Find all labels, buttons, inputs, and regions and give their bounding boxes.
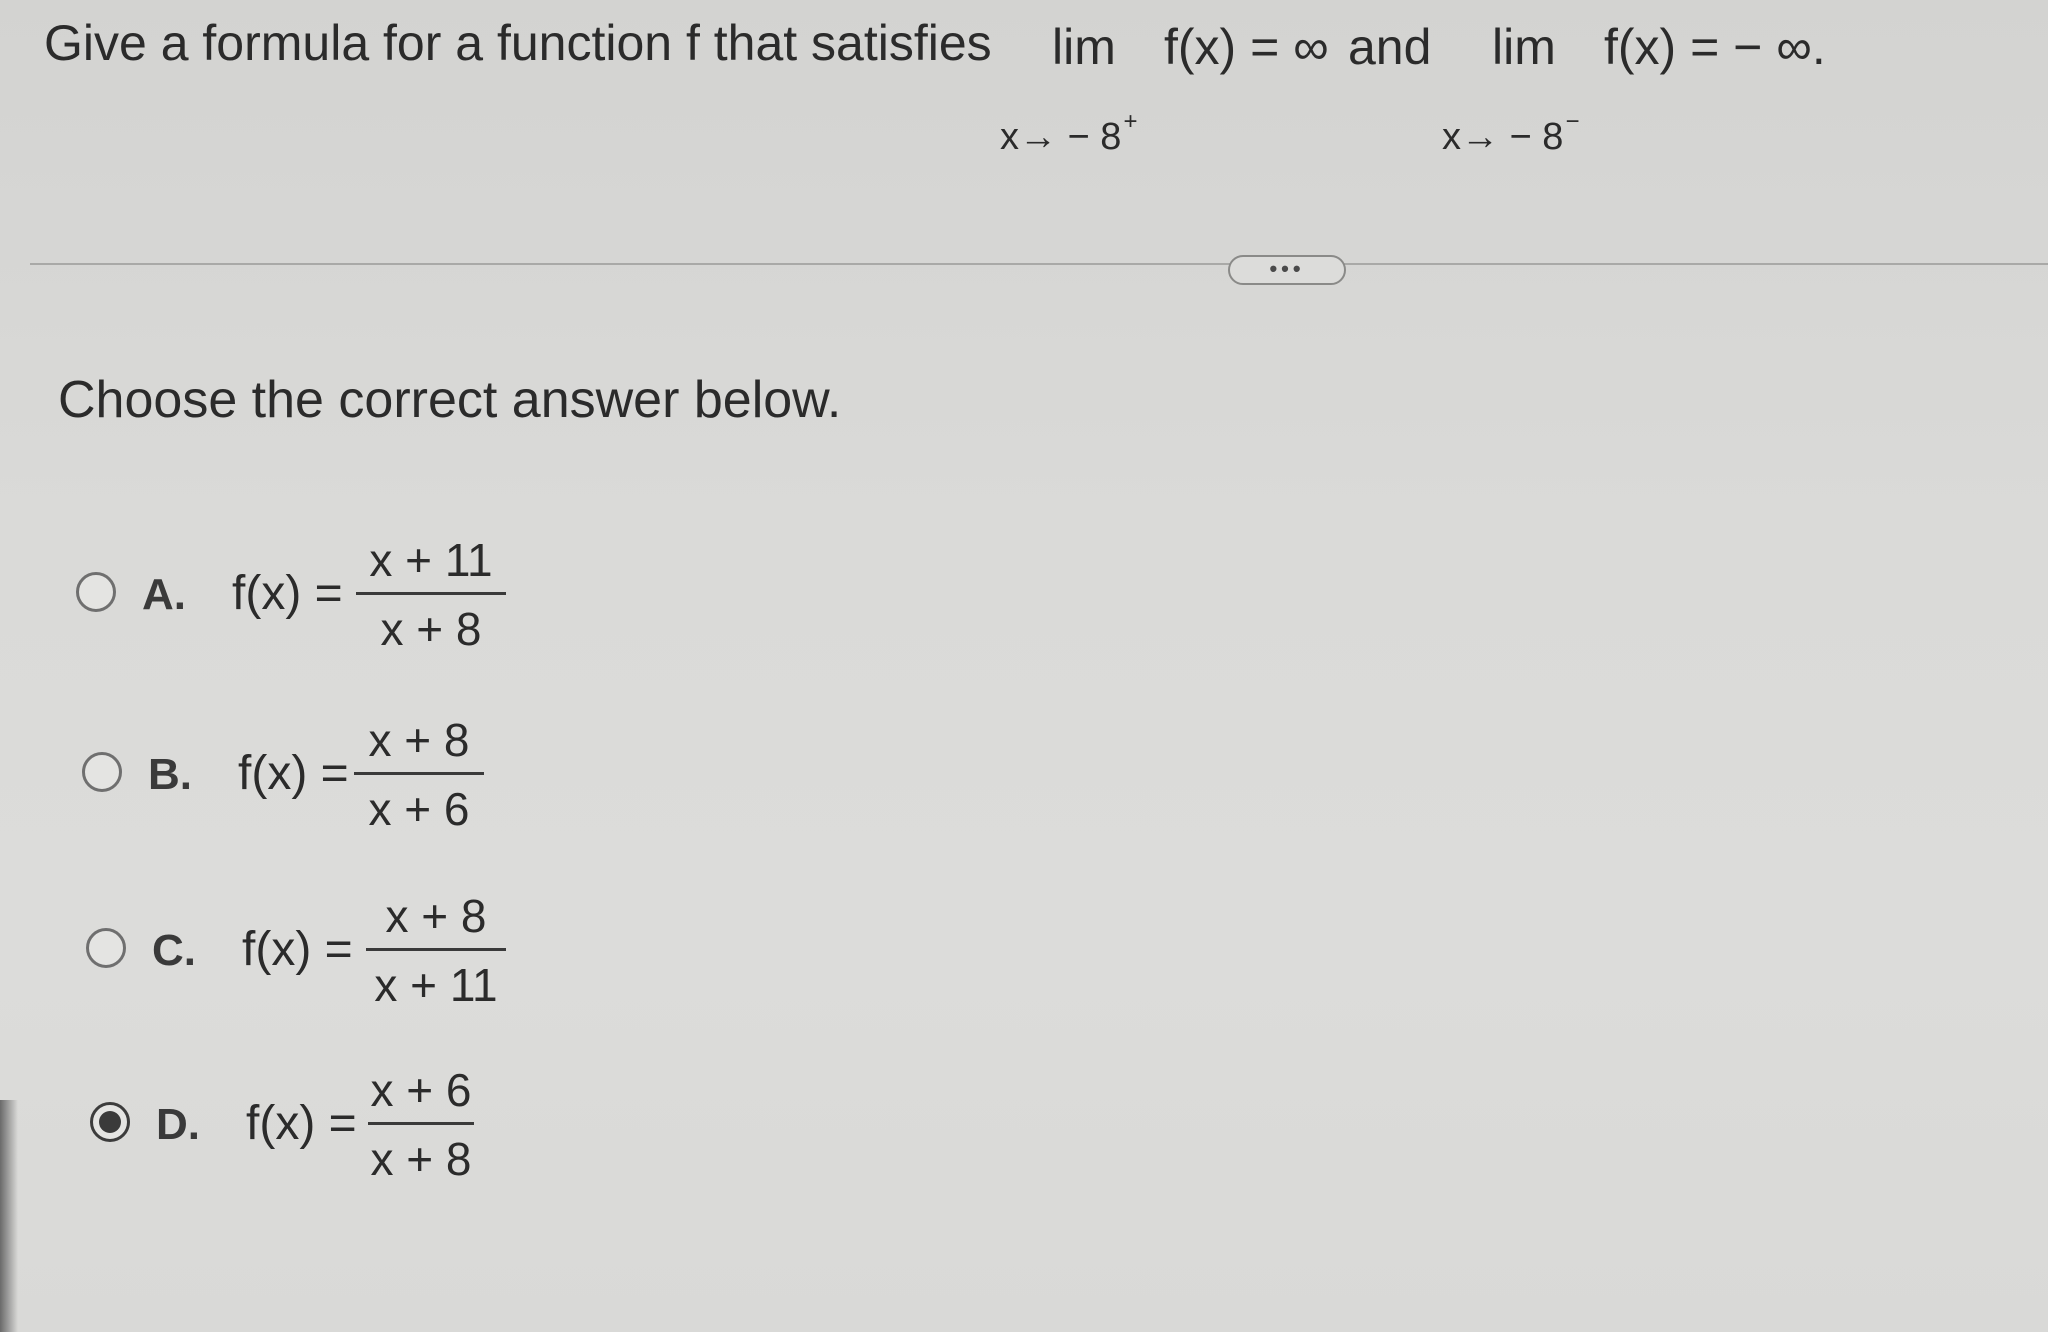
fraction-denominator: x + 8: [370, 1133, 472, 1185]
option-a[interactable]: [76, 532, 776, 655]
option-fraction: [366, 888, 506, 1013]
question-prompt: Give a formula for a function f that satisfies: [44, 15, 992, 71]
fraction-numerator: x + 8: [368, 714, 470, 766]
option-fx: f(x) =: [242, 923, 353, 976]
fraction-denominator: x + 8: [380, 603, 482, 655]
fraction-denominator: x + 11: [374, 959, 498, 1011]
option-d[interactable]: [90, 1062, 790, 1185]
lim-label: lim: [1492, 19, 1556, 75]
fraction-numerator: x + 8: [385, 890, 487, 942]
option-fraction: [354, 712, 484, 837]
limit-expression: f(x) = ∞: [1164, 19, 1329, 75]
option-letter: C.: [152, 926, 196, 975]
fraction-bar: [356, 592, 506, 595]
option-fx: f(x) =: [246, 1097, 357, 1150]
radio-option-c[interactable]: [86, 928, 126, 968]
fraction-numerator: x + 6: [370, 1064, 472, 1116]
fraction-numerator: x + 11: [369, 534, 493, 586]
option-fx: f(x) =: [232, 567, 343, 620]
section-divider: [30, 263, 2048, 265]
option-b[interactable]: [82, 712, 782, 835]
radio-option-b[interactable]: [82, 752, 122, 792]
limit-subscript: x→ − 8+: [1000, 108, 1138, 158]
option-fx: f(x) =: [238, 747, 349, 800]
option-c[interactable]: [86, 888, 786, 1011]
option-letter: D.: [156, 1100, 200, 1149]
lim-label: lim: [1052, 19, 1116, 75]
fraction-bar: [368, 1122, 474, 1125]
option-fraction: [356, 532, 506, 657]
option-letter: A.: [142, 570, 186, 619]
option-letter: B.: [148, 750, 192, 799]
radio-option-d-selected[interactable]: [90, 1102, 130, 1142]
limit-sup: −: [1565, 108, 1580, 135]
limit-sup: +: [1123, 108, 1138, 135]
fraction-bar: [366, 948, 506, 951]
fraction-bar: [354, 772, 484, 775]
radio-selected-dot: [99, 1111, 121, 1133]
edge-shadow: [0, 1100, 18, 1332]
radio-option-a[interactable]: [76, 572, 116, 612]
fraction-denominator: x + 6: [368, 783, 470, 835]
limit-subscript: x→ − 8−: [1442, 108, 1580, 158]
option-fraction: [368, 1062, 474, 1187]
instruction-text: Choose the correct answer below.: [58, 371, 842, 429]
limit-expression: f(x) = − ∞.: [1604, 19, 1826, 75]
and-word: and: [1348, 19, 1432, 75]
more-options-button[interactable]: •••: [1228, 255, 1346, 285]
